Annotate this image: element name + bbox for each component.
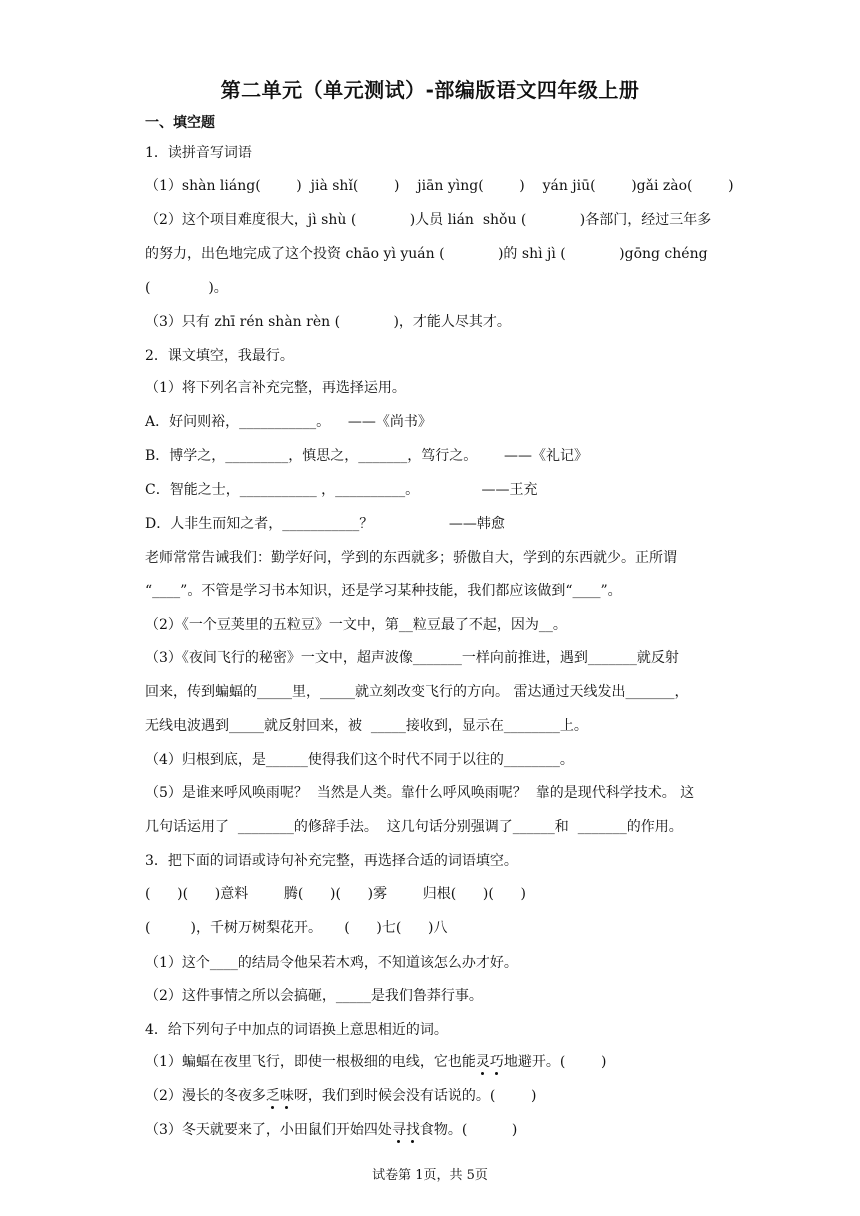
text-line: “____”。不管是学习书本知识，还是学习某种技能，我们都应该做到“____”。 xyxy=(145,583,622,599)
q4-dotted-word xyxy=(266,1088,294,1104)
dotted-char: 寻 xyxy=(391,1122,406,1138)
q4-pre: （3）冬天就要来了，小田鼠们开始四处 xyxy=(145,1122,392,1138)
text-line: （2）这个项目难度很大，jì shù ( )人员 lián shǒu ( )各部门，经过三年多 xyxy=(145,212,712,228)
dotted-char: 巧 xyxy=(489,1054,504,1070)
q4-dotted-word xyxy=(476,1054,504,1070)
dotted-char: 灵 xyxy=(475,1054,490,1070)
q4-post: 食物。( ) xyxy=(419,1122,518,1138)
text-line: （3）《夜间飞行的秘密》一文中，超声波像_______一样向前推进，遇到_______就反射 xyxy=(145,650,679,666)
text-line: A．好问则裕，___________。 ——《尚书》 xyxy=(145,414,432,430)
text-line: ( )。 xyxy=(145,280,228,296)
text-line: 回来，传到蝙蝠的_____里，_____就立刻改变飞行的方向。 雷达通过天线发出_______， xyxy=(145,684,689,700)
dotted-char: 味 xyxy=(279,1088,294,1104)
dotted-char: 乏 xyxy=(265,1088,280,1104)
text-line: （4）归根到底，是______使得我们这个时代不同于以往的________。 xyxy=(145,752,574,768)
q4-pre: （1）蝙蝠在夜里飞行，即使一根极细的电线，它也能 xyxy=(145,1054,476,1070)
text-line: 几句话运用了 ________的修辞手法。 这几句话分别强调了______和 _______的作用。 xyxy=(145,819,683,835)
q4-post: 地避开。( ) xyxy=(503,1054,607,1070)
text-line: 4．给下列句子中加点的词语换上意思相近的词。 xyxy=(145,1022,448,1038)
text-line: 3．把下面的词语或诗句补充完整，再选择合适的词语填空。 xyxy=(145,853,518,869)
text-line: C．智能之士，___________ ，__________。 ——王充 xyxy=(145,482,538,498)
text-line: 无线电波遇到_____就反射回来，被 _____接收到，显示在________上。 xyxy=(145,718,588,734)
text-line: B．博学之，_________，慎思之，_______，笃行之。 ——《礼记》 xyxy=(145,448,588,464)
text-line: （3）只有 zhī rén shàn rèn ( )，才能人尽其才。 xyxy=(145,314,511,330)
section-heading: 一、填空题 xyxy=(145,115,215,131)
text-line: （1）shàn liáng( ) jià shǐ( ) jiān yìng( ) yán jiū( )gǎi zào( ) xyxy=(145,178,734,194)
text-line: （1）将下列名言补充完整，再选择运用。 xyxy=(145,380,406,396)
text-line: ( )( )意料 腾( )( )雾 归根( )( ) xyxy=(145,886,526,902)
q4-dotted-word xyxy=(392,1122,420,1138)
q4-sentence xyxy=(145,1052,606,1072)
dotted-char: 找 xyxy=(405,1122,420,1138)
page-footer: 试卷第 1页，共 5页 xyxy=(372,1168,488,1183)
text-line: （1）这个____的结局令他呆若木鸡，不知道该怎么办才好。 xyxy=(145,955,518,971)
q4-post: 呀，我们到时候会没有话说的。( ) xyxy=(293,1088,537,1104)
text-line: D．人非生而知之者，___________？ ——韩愈 xyxy=(145,516,505,532)
text-line: （2）《一个豆荚里的五粒豆》一文中，第__粒豆最了不起，因为__。 xyxy=(145,617,567,633)
text-line: ( )，千树万树梨花开。 ( )七( )八 xyxy=(145,920,448,936)
q4-sentence xyxy=(145,1120,517,1140)
text-line: 2．课文填空，我最行。 xyxy=(145,348,294,364)
text-line: 1．读拼音写词语 xyxy=(145,145,252,161)
text-line: 的努力，出色地完成了这个投资 chāo yì yuán ( )的 shì jì ( )gōng chéng xyxy=(145,246,708,262)
text-line: 老师常常告诫我们：勤学好问，学到的东西就多；骄傲自大，学到的东西就少。正所谓 xyxy=(145,550,677,566)
text-line: （5）是谁来呼风唤雨呢？ 当然是人类。靠什么呼风唤雨呢？ 靠的是现代科学技术。 这 xyxy=(145,785,695,801)
page-title: 第二单元（单元测试）-部编版语文四年级上册 xyxy=(220,78,640,102)
q4-pre: （2）漫长的冬夜多 xyxy=(145,1088,266,1104)
text-line: （2）这件事情之所以会搞砸，_____是我们鲁莽行事。 xyxy=(145,988,483,1004)
q4-sentence xyxy=(145,1086,536,1106)
